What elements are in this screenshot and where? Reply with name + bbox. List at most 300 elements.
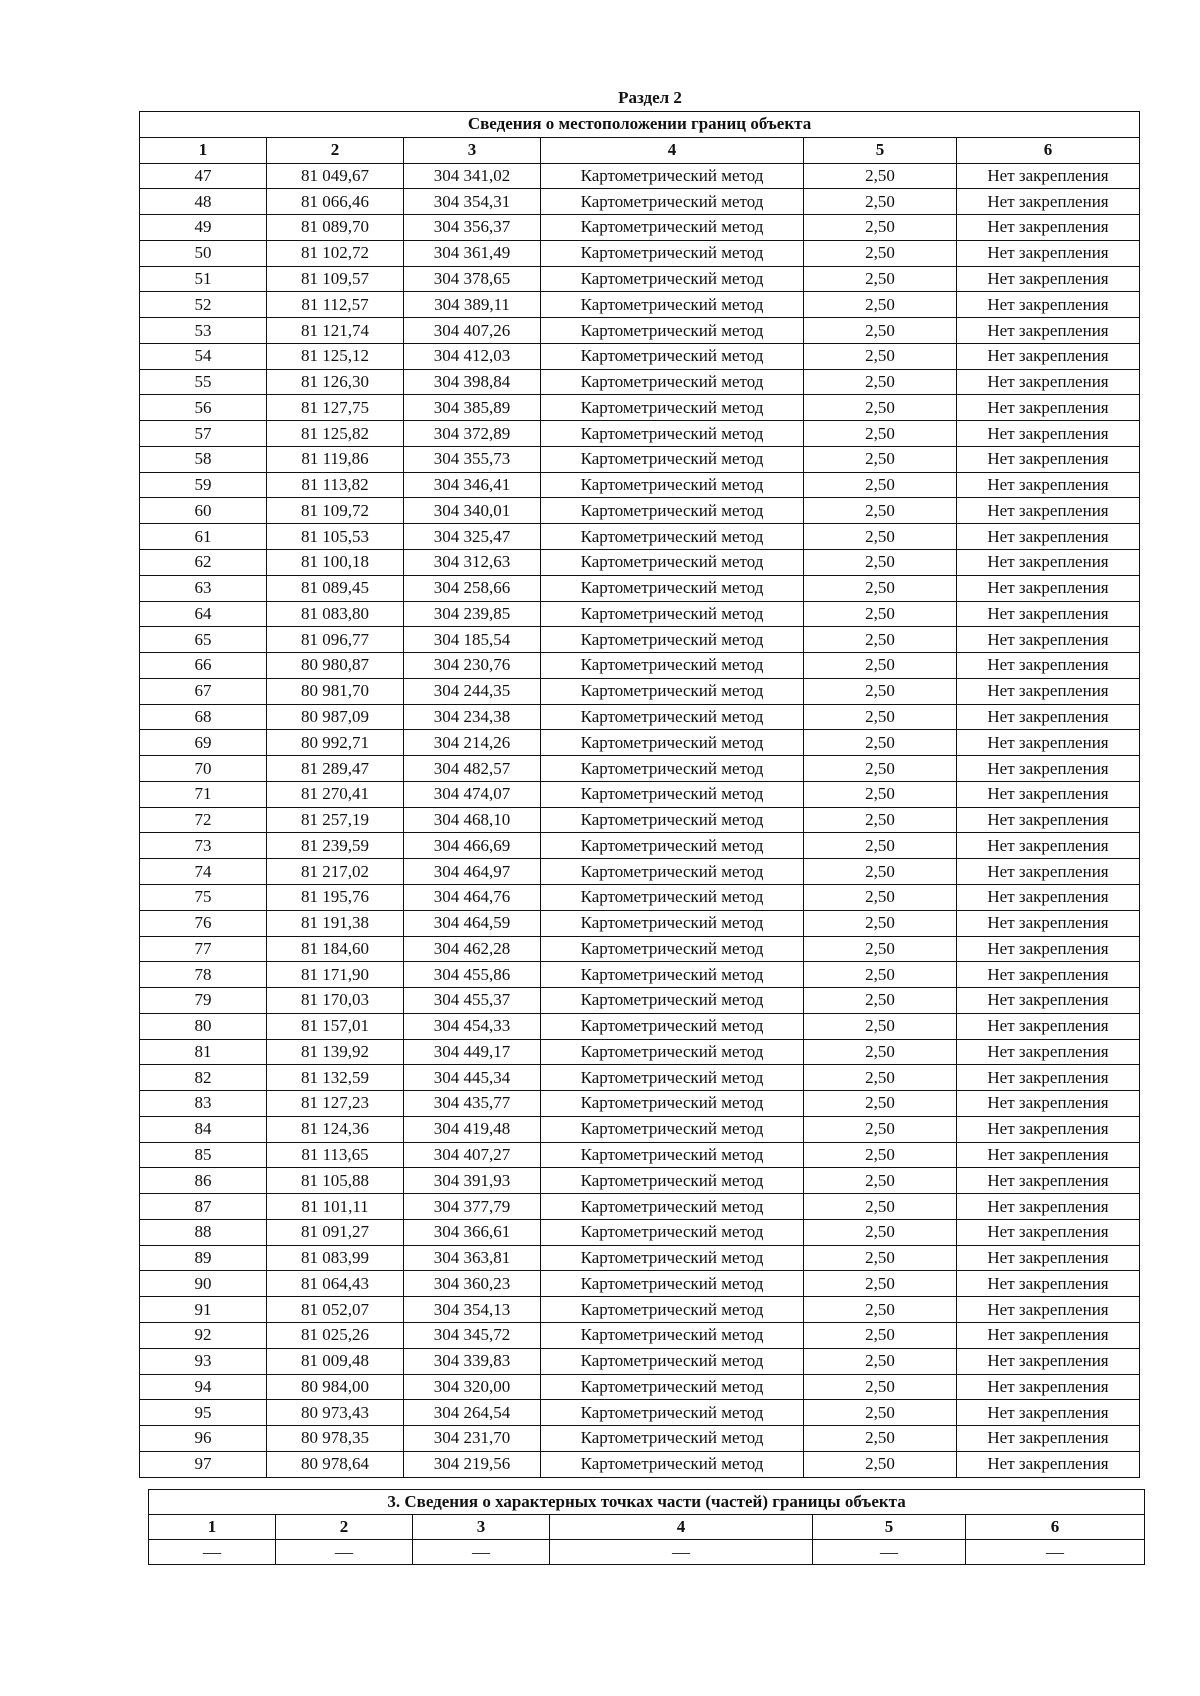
table-cell: 80 978,35: [267, 1426, 404, 1452]
table-cell: 2,50: [804, 601, 957, 627]
table-row: [140, 1348, 1140, 1374]
table-cell: 72: [140, 807, 267, 833]
table-cell: 304 385,89: [404, 395, 541, 421]
table-cell: 73: [140, 833, 267, 859]
table-cell: Картометрический метод: [541, 550, 804, 576]
table-row: [140, 936, 1140, 962]
table-cell: 81 025,26: [267, 1322, 404, 1348]
table-cell: 60: [140, 498, 267, 524]
table-cell: 81 113,65: [267, 1142, 404, 1168]
table-cell: 81 126,30: [267, 369, 404, 395]
table-cell: 81 127,75: [267, 395, 404, 421]
table-cell: 304 219,56: [404, 1451, 541, 1477]
table-row: [140, 550, 1140, 576]
table-row: [140, 498, 1140, 524]
table-title: Сведения о местоположении границ объекта: [140, 112, 1140, 138]
table-row: [140, 601, 1140, 627]
table-cell: Нет закрепления: [957, 833, 1140, 859]
table-cell: 304 466,69: [404, 833, 541, 859]
table-cell: 81 102,72: [267, 240, 404, 266]
table-cell: 304 377,79: [404, 1194, 541, 1220]
table-cell: Нет закрепления: [957, 1322, 1140, 1348]
table-cell: 304 320,00: [404, 1374, 541, 1400]
table-cell: 2,50: [804, 421, 957, 447]
table-cell: Картометрический метод: [541, 1091, 804, 1117]
table-row: [140, 833, 1140, 859]
boundary-points-table: [139, 111, 1140, 1478]
table-cell: Нет закрепления: [957, 910, 1140, 936]
table-cell: 2,50: [804, 781, 957, 807]
table-row: [140, 910, 1140, 936]
table-cell: 61: [140, 524, 267, 550]
table-cell: Нет закрепления: [957, 1194, 1140, 1220]
table-cell: 2,50: [804, 704, 957, 730]
table-cell: 304 346,41: [404, 472, 541, 498]
table-cell: Нет закрепления: [957, 1091, 1140, 1117]
table-cell: 304 239,85: [404, 601, 541, 627]
table-cell: Картометрический метод: [541, 1039, 804, 1065]
column-header: 6: [957, 137, 1140, 163]
table-cell: 77: [140, 936, 267, 962]
table-cell: Картометрический метод: [541, 472, 804, 498]
table-cell: 93: [140, 1348, 267, 1374]
table-cell: Картометрический метод: [541, 627, 804, 653]
table-row: [140, 781, 1140, 807]
table-cell: 82: [140, 1065, 267, 1091]
table-cell: Картометрический метод: [541, 1322, 804, 1348]
table-cell: Нет закрепления: [957, 678, 1140, 704]
table-row: [140, 962, 1140, 988]
table-row: [140, 756, 1140, 782]
table-cell: 80 981,70: [267, 678, 404, 704]
table-cell: Картометрический метод: [541, 833, 804, 859]
table-cell: Картометрический метод: [541, 1219, 804, 1245]
table-cell: 304 356,37: [404, 215, 541, 241]
table-cell: 304 230,76: [404, 653, 541, 679]
table-cell: 2,50: [804, 1039, 957, 1065]
table-cell: 81 083,80: [267, 601, 404, 627]
table-cell: Картометрический метод: [541, 524, 804, 550]
table-cell: Картометрический метод: [541, 1065, 804, 1091]
table-cell: 81 127,23: [267, 1091, 404, 1117]
table-cell: 304 391,93: [404, 1168, 541, 1194]
table-cell: 80 973,43: [267, 1400, 404, 1426]
table-cell: Картометрический метод: [541, 1271, 804, 1297]
table-cell: 78: [140, 962, 267, 988]
table-cell: 65: [140, 627, 267, 653]
table-cell: 81 091,27: [267, 1219, 404, 1245]
table-cell: 81 066,46: [267, 189, 404, 215]
table-cell: 2,50: [804, 1271, 957, 1297]
table-cell: Нет закрепления: [957, 1348, 1140, 1374]
table-cell: 81 121,74: [267, 318, 404, 344]
table-cell: Нет закрепления: [957, 1374, 1140, 1400]
table-row: [140, 472, 1140, 498]
table-cell: 304 234,38: [404, 704, 541, 730]
table-row: [140, 318, 1140, 344]
table-cell: Картометрический метод: [541, 421, 804, 447]
table-cell: Картометрический метод: [541, 807, 804, 833]
table-cell: 96: [140, 1426, 267, 1452]
table-cell: 2,50: [804, 395, 957, 421]
table-cell: Картометрический метод: [541, 1426, 804, 1452]
table-cell: Нет закрепления: [957, 343, 1140, 369]
table-cell: Нет закрепления: [957, 395, 1140, 421]
column-header: 2: [267, 137, 404, 163]
table-cell: 81 083,99: [267, 1245, 404, 1271]
table-cell: Нет закрепления: [957, 756, 1140, 782]
table-cell: Картометрический метод: [541, 163, 804, 189]
table-cell: Картометрический метод: [541, 318, 804, 344]
table-cell: Нет закрепления: [957, 988, 1140, 1014]
table-cell: 63: [140, 575, 267, 601]
table-cell: 49: [140, 215, 267, 241]
table-cell: 97: [140, 1451, 267, 1477]
column-header: 5: [813, 1515, 966, 1540]
table-row: [140, 1400, 1140, 1426]
table-cell: Нет закрепления: [957, 1013, 1140, 1039]
table-cell: Картометрический метод: [541, 1374, 804, 1400]
column-header: 1: [140, 137, 267, 163]
part-points-table: [148, 1489, 1145, 1565]
table-cell: 304 407,27: [404, 1142, 541, 1168]
table-cell: 304 445,34: [404, 1065, 541, 1091]
table-cell: 2,50: [804, 575, 957, 601]
table-cell: 81 101,11: [267, 1194, 404, 1220]
table-cell: 304 454,33: [404, 1013, 541, 1039]
table-cell: 2,50: [804, 627, 957, 653]
table-cell: Картометрический метод: [541, 1245, 804, 1271]
table-cell: 81 125,12: [267, 343, 404, 369]
table-row: [140, 343, 1140, 369]
table-cell: 81 105,53: [267, 524, 404, 550]
table-cell: 81 119,86: [267, 446, 404, 472]
table-cell: Картометрический метод: [541, 962, 804, 988]
table-cell: 2,50: [804, 678, 957, 704]
table-cell: 86: [140, 1168, 267, 1194]
table-cell: 304 339,83: [404, 1348, 541, 1374]
table-cell: Картометрический метод: [541, 215, 804, 241]
table-cell: 2,50: [804, 369, 957, 395]
table-cell: Картометрический метод: [541, 292, 804, 318]
table-cell: 2,50: [804, 1374, 957, 1400]
table-cell: 2,50: [804, 189, 957, 215]
table-cell: Нет закрепления: [957, 884, 1140, 910]
table-row: [140, 1065, 1140, 1091]
table-cell: 2,50: [804, 884, 957, 910]
table-row: [140, 704, 1140, 730]
table-cell: Нет закрепления: [957, 781, 1140, 807]
table-cell: 81 089,70: [267, 215, 404, 241]
table-cell: 2,50: [804, 446, 957, 472]
table-cell: 304 325,47: [404, 524, 541, 550]
table-row: [140, 859, 1140, 885]
table-cell: 2,50: [804, 936, 957, 962]
table-cell: Нет закрепления: [957, 1451, 1140, 1477]
table-cell: 94: [140, 1374, 267, 1400]
table-row: [140, 1168, 1140, 1194]
column-header-row: [140, 137, 1140, 163]
table-cell: Картометрический метод: [541, 575, 804, 601]
table-row: [140, 446, 1140, 472]
table-cell: 89: [140, 1245, 267, 1271]
table-cell: Картометрический метод: [541, 369, 804, 395]
table-cell: Картометрический метод: [541, 601, 804, 627]
table-cell: 304 355,73: [404, 446, 541, 472]
table-cell: 80: [140, 1013, 267, 1039]
table-cell: Нет закрепления: [957, 550, 1140, 576]
table-cell: 304 340,01: [404, 498, 541, 524]
table-cell: Нет закрепления: [957, 1271, 1140, 1297]
table-cell: Картометрический метод: [541, 1142, 804, 1168]
table-cell: 52: [140, 292, 267, 318]
table-cell: Нет закрепления: [957, 730, 1140, 756]
table-row: [140, 988, 1140, 1014]
table-cell: 81 239,59: [267, 833, 404, 859]
table-cell: 304 449,17: [404, 1039, 541, 1065]
column-header: 3: [404, 137, 541, 163]
table-cell: 2,50: [804, 292, 957, 318]
table-cell: 81 171,90: [267, 962, 404, 988]
table-cell: 81 100,18: [267, 550, 404, 576]
table-cell: 81 257,19: [267, 807, 404, 833]
table-cell: 81 184,60: [267, 936, 404, 962]
table-cell: 2,50: [804, 1245, 957, 1271]
table-cell: 62: [140, 550, 267, 576]
table-cell: 2,50: [804, 910, 957, 936]
table-cell: 2,50: [804, 1142, 957, 1168]
table-cell: Картометрический метод: [541, 1451, 804, 1477]
table-cell: Картометрический метод: [541, 859, 804, 885]
column-header: 4: [550, 1515, 813, 1540]
table-cell: 81 132,59: [267, 1065, 404, 1091]
table-cell: Нет закрепления: [957, 446, 1140, 472]
table-row: [140, 524, 1140, 550]
sub-table-title: 3. Сведения о характерных точках части (частей) границы объекта: [149, 1490, 1145, 1515]
table-cell: 81 096,77: [267, 627, 404, 653]
table-cell: 81 009,48: [267, 1348, 404, 1374]
table-cell: 81 289,47: [267, 756, 404, 782]
table-cell: 81 217,02: [267, 859, 404, 885]
table-cell: Нет закрепления: [957, 292, 1140, 318]
table-cell: Картометрический метод: [541, 678, 804, 704]
table-cell: 304 345,72: [404, 1322, 541, 1348]
table-cell: Нет закрепления: [957, 1142, 1140, 1168]
table-cell: 304 435,77: [404, 1091, 541, 1117]
table-row: [140, 369, 1140, 395]
table-cell: 95: [140, 1400, 267, 1426]
table-row: [140, 1297, 1140, 1323]
table-row: [140, 421, 1140, 447]
table-cell: 79: [140, 988, 267, 1014]
table-cell: Нет закрепления: [957, 807, 1140, 833]
table-cell: —: [550, 1540, 813, 1565]
table-cell: Картометрический метод: [541, 240, 804, 266]
column-header: 3: [413, 1515, 550, 1540]
table-cell: 2,50: [804, 1219, 957, 1245]
table-cell: 304 372,89: [404, 421, 541, 447]
table-cell: —: [813, 1540, 966, 1565]
table-row: [149, 1540, 1145, 1565]
table-cell: Нет закрепления: [957, 189, 1140, 215]
table-cell: 304 464,59: [404, 910, 541, 936]
section-label: Раздел 2: [618, 88, 682, 107]
table-row: [140, 1039, 1140, 1065]
table-cell: Картометрический метод: [541, 988, 804, 1014]
table-row: [140, 884, 1140, 910]
table-cell: Нет закрепления: [957, 704, 1140, 730]
table-cell: 81 049,67: [267, 163, 404, 189]
table-cell: Картометрический метод: [541, 446, 804, 472]
table-cell: 2,50: [804, 653, 957, 679]
table-cell: 81 109,57: [267, 266, 404, 292]
table-cell: 304 354,31: [404, 189, 541, 215]
table-cell: 2,50: [804, 1065, 957, 1091]
table-cell: Нет закрепления: [957, 498, 1140, 524]
table-cell: 304 185,54: [404, 627, 541, 653]
table-cell: Нет закрепления: [957, 1168, 1140, 1194]
table-cell: Картометрический метод: [541, 756, 804, 782]
table-cell: 304 455,86: [404, 962, 541, 988]
table-cell: 59: [140, 472, 267, 498]
table-cell: 67: [140, 678, 267, 704]
table-cell: Картометрический метод: [541, 498, 804, 524]
table-row: [140, 1219, 1140, 1245]
table-cell: 58: [140, 446, 267, 472]
table-cell: Картометрический метод: [541, 704, 804, 730]
table-cell: Картометрический метод: [541, 884, 804, 910]
table-cell: 304 419,48: [404, 1116, 541, 1142]
table-cell: 304 462,28: [404, 936, 541, 962]
table-cell: Картометрический метод: [541, 910, 804, 936]
table-cell: —: [966, 1540, 1145, 1565]
table-cell: 80 987,09: [267, 704, 404, 730]
table-cell: 304 341,02: [404, 163, 541, 189]
table-cell: 68: [140, 704, 267, 730]
table-cell: Картометрический метод: [541, 936, 804, 962]
table-cell: 304 258,66: [404, 575, 541, 601]
table-cell: 2,50: [804, 524, 957, 550]
table-cell: 2,50: [804, 730, 957, 756]
table-cell: 2,50: [804, 756, 957, 782]
table-cell: 2,50: [804, 859, 957, 885]
table-cell: Нет закрепления: [957, 266, 1140, 292]
table-cell: Нет закрепления: [957, 1400, 1140, 1426]
table-cell: 2,50: [804, 550, 957, 576]
table-cell: 2,50: [804, 1013, 957, 1039]
table-cell: 2,50: [804, 1348, 957, 1374]
table-cell: 2,50: [804, 1297, 957, 1323]
table-cell: 81 139,92: [267, 1039, 404, 1065]
table-row: [140, 730, 1140, 756]
table-cell: Нет закрепления: [957, 1297, 1140, 1323]
table-cell: 2,50: [804, 1091, 957, 1117]
table-cell: 91: [140, 1297, 267, 1323]
table-cell: 57: [140, 421, 267, 447]
table-cell: 2,50: [804, 215, 957, 241]
table-cell: 2,50: [804, 1322, 957, 1348]
table-cell: —: [149, 1540, 276, 1565]
table-cell: 81: [140, 1039, 267, 1065]
table-cell: 304 407,26: [404, 318, 541, 344]
table-cell: Нет закрепления: [957, 1065, 1140, 1091]
table-cell: 2,50: [804, 1451, 957, 1477]
table-cell: Нет закрепления: [957, 859, 1140, 885]
table-row: [140, 1013, 1140, 1039]
table-cell: 50: [140, 240, 267, 266]
table-cell: 81 109,72: [267, 498, 404, 524]
table-cell: Нет закрепления: [957, 601, 1140, 627]
table-cell: Нет закрепления: [957, 575, 1140, 601]
table-row: [140, 240, 1140, 266]
table-cell: 2,50: [804, 1194, 957, 1220]
table-cell: 80 980,87: [267, 653, 404, 679]
table-cell: 2,50: [804, 1116, 957, 1142]
table-cell: 304 464,97: [404, 859, 541, 885]
table-cell: 304 363,81: [404, 1245, 541, 1271]
table-cell: 304 312,63: [404, 550, 541, 576]
table-row: [140, 292, 1140, 318]
table-row: [140, 395, 1140, 421]
table-cell: Нет закрепления: [957, 1116, 1140, 1142]
table-cell: 83: [140, 1091, 267, 1117]
table-cell: 2,50: [804, 1426, 957, 1452]
table-cell: 81 089,45: [267, 575, 404, 601]
table-cell: 2,50: [804, 318, 957, 344]
table-cell: Картометрический метод: [541, 1348, 804, 1374]
table-cell: 64: [140, 601, 267, 627]
table-cell: 75: [140, 884, 267, 910]
table-cell: Нет закрепления: [957, 653, 1140, 679]
table-cell: 81 113,82: [267, 472, 404, 498]
table-cell: 51: [140, 266, 267, 292]
table-cell: 80 992,71: [267, 730, 404, 756]
table-cell: Картометрический метод: [541, 1297, 804, 1323]
table-cell: Нет закрепления: [957, 1426, 1140, 1452]
table-cell: Картометрический метод: [541, 266, 804, 292]
table-cell: 81 191,38: [267, 910, 404, 936]
sub-table-title-row: [149, 1490, 1145, 1515]
table-cell: Нет закрепления: [957, 421, 1140, 447]
table-cell: Нет закрепления: [957, 215, 1140, 241]
table-cell: 2,50: [804, 1400, 957, 1426]
table-cell: 2,50: [804, 343, 957, 369]
table-cell: 55: [140, 369, 267, 395]
table-cell: Нет закрепления: [957, 524, 1140, 550]
table-cell: 88: [140, 1219, 267, 1245]
table-cell: 2,50: [804, 807, 957, 833]
table-cell: 66: [140, 653, 267, 679]
table-cell: 81 270,41: [267, 781, 404, 807]
table-row: [140, 1374, 1140, 1400]
table-cell: 81 157,01: [267, 1013, 404, 1039]
table-cell: 2,50: [804, 1168, 957, 1194]
table-cell: Картометрический метод: [541, 1194, 804, 1220]
table-cell: 304 468,10: [404, 807, 541, 833]
table-row: [140, 653, 1140, 679]
table-cell: Картометрический метод: [541, 189, 804, 215]
table-cell: Нет закрепления: [957, 163, 1140, 189]
table-row: [140, 163, 1140, 189]
table-cell: Картометрический метод: [541, 730, 804, 756]
table-cell: Картометрический метод: [541, 1013, 804, 1039]
table-cell: Картометрический метод: [541, 781, 804, 807]
column-header: 4: [541, 137, 804, 163]
table-cell: 2,50: [804, 833, 957, 859]
column-header: 5: [804, 137, 957, 163]
table-cell: Нет закрепления: [957, 472, 1140, 498]
table-cell: 304 361,49: [404, 240, 541, 266]
